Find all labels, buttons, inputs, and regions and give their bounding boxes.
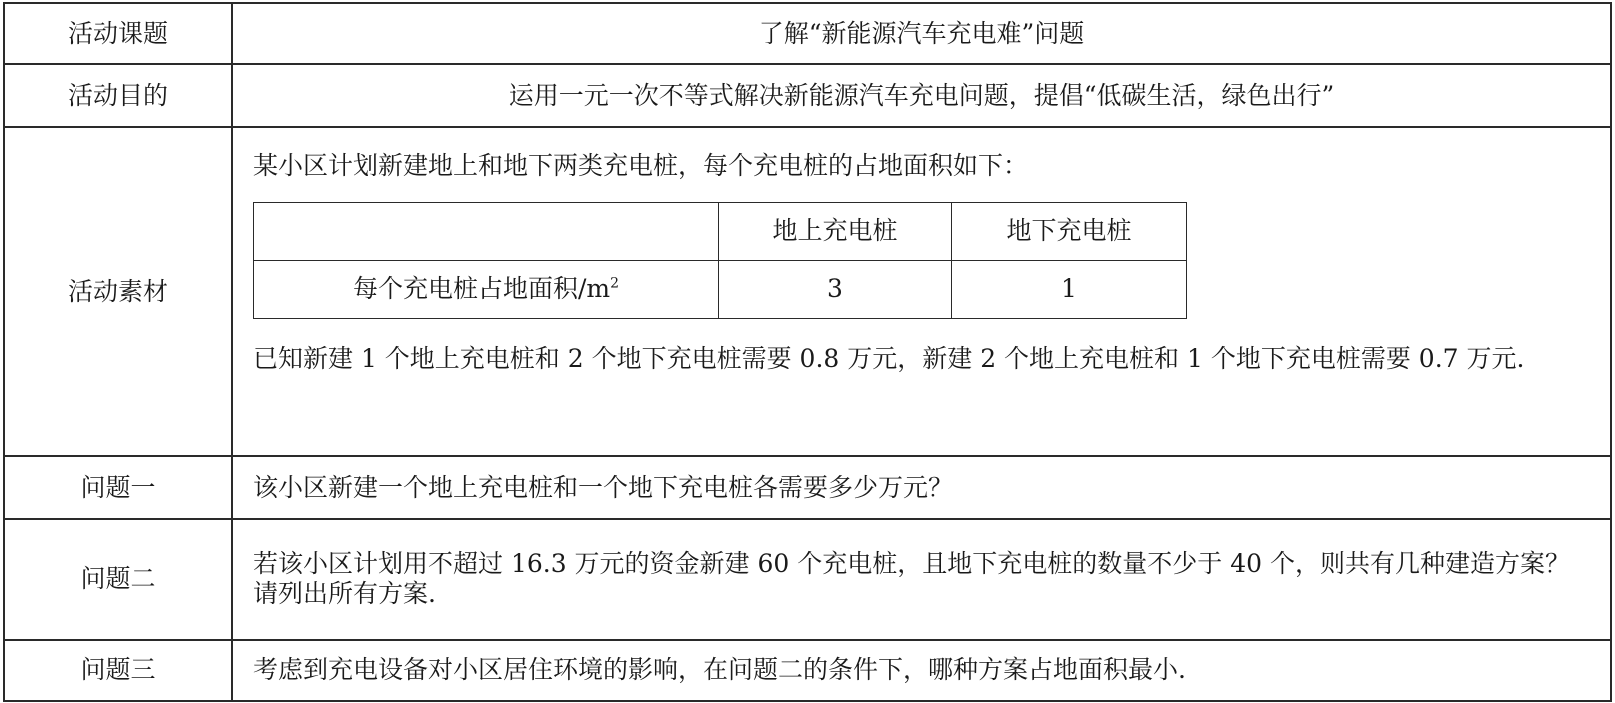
topic-content: 了解“新能源汽车充电难”问题	[232, 3, 1611, 64]
footprint-data-row	[254, 260, 1187, 318]
square-superscript: 2	[610, 276, 620, 292]
row-goal	[4, 64, 1611, 126]
row-topic	[4, 3, 1611, 64]
row-question-2	[4, 519, 1611, 640]
material-intro: 某小区计划新建地上和地下两类充电桩，每个充电桩的占地面积如下：	[253, 150, 1029, 180]
material-label: 活动素材	[4, 127, 232, 457]
footprint-header-row	[254, 202, 1187, 260]
goal-content: 运用一元一次不等式解决新能源汽车充电问题，提倡“低碳生活，绿色出行”	[232, 64, 1611, 126]
question-1-content: 该小区新建一个地上充电桩和一个地下充电桩各需要多少万元？	[232, 456, 1611, 518]
activity-table	[3, 2, 1612, 702]
question-2-content: 若该小区计划用不超过 16.3 万元的资金新建 60 个充电桩，且地下充电桩的数量不少于 40 个，则共有几种建造方案？请列出所有方案.	[232, 519, 1611, 640]
topic-label: 活动课题	[4, 3, 232, 64]
footprint-underground-value: 1	[952, 260, 1187, 318]
footprint-header-aboveground: 地上充电桩	[719, 202, 952, 260]
footprint-header-empty	[254, 202, 719, 260]
footprint-table	[253, 202, 1187, 319]
footprint-row-label-text: 每个充电桩占地面积/m	[352, 274, 611, 304]
goal-label: 活动目的	[4, 64, 232, 126]
footprint-row-label	[254, 260, 719, 318]
question-3-content: 考虑到充电设备对小区居住环境的影响，在问题二的条件下，哪种方案占地面积最小.	[232, 640, 1611, 701]
question-1-label: 问题一	[4, 456, 232, 518]
material-content	[232, 127, 1611, 457]
material-known-conditions: 已知新建 1 个地上充电桩和 2 个地下充电桩需要 0.8 万元，新建 2 个地上充电桩和 1 个地下充电桩需要 0.7 万元.	[253, 343, 1525, 373]
row-question-1	[4, 456, 1611, 518]
question-3-label: 问题三	[4, 640, 232, 701]
footprint-header-underground: 地下充电桩	[952, 202, 1187, 260]
row-material	[4, 127, 1611, 457]
row-question-3	[4, 640, 1611, 701]
footprint-aboveground-value: 3	[719, 260, 952, 318]
question-2-label: 问题二	[4, 519, 232, 640]
